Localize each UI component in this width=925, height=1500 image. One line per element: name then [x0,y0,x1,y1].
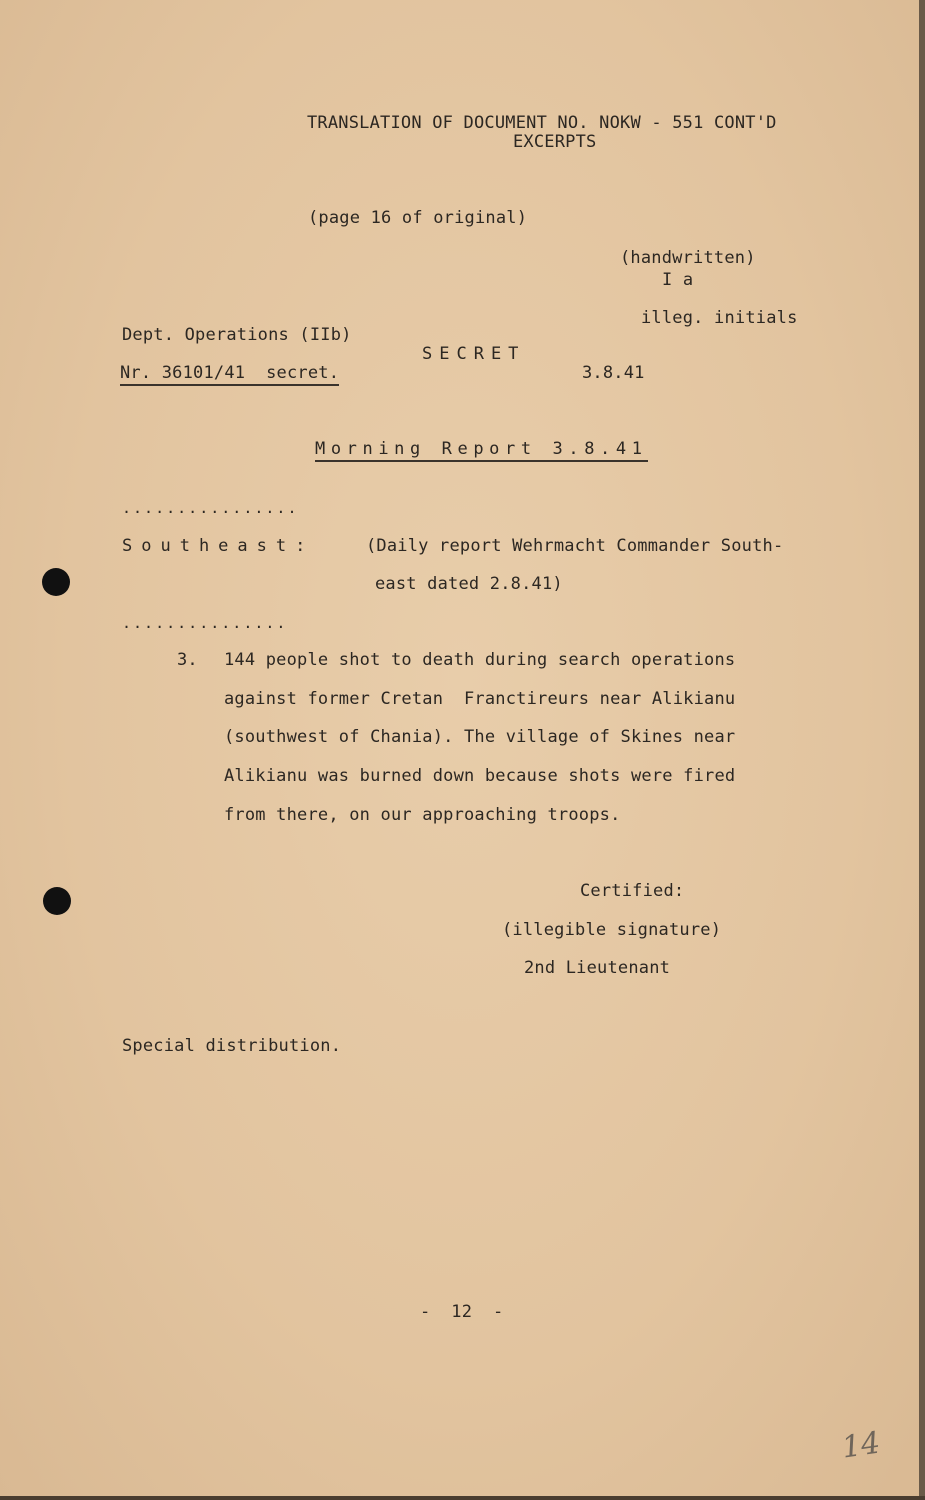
signatory-rank: 2nd Lieutenant [524,958,671,978]
page-reference: (page 16 of original) [308,208,528,228]
handwritten-initials: illeg. initials [641,308,798,328]
header-title: TRANSLATION OF DOCUMENT NO. NOKW - 551 CONT'D [307,113,777,133]
handwritten-mark: I a [662,270,694,290]
signature-note: (illegible signature) [502,920,722,940]
ellipsis-divider-1: ................ [122,499,299,517]
distribution-note: Special distribution. [122,1036,342,1056]
section-label-southeast: Southeast: [122,536,315,556]
certified-label: Certified: [580,881,685,901]
item-text-line: 144 people shot to death during search operations [224,650,736,670]
punch-hole-lower [43,887,71,915]
item-text-line: from there, on our approaching troops. [224,805,621,825]
department: Dept. Operations (IIb) [122,325,352,345]
item-text-line: Alikianu was burned down because shots were fired [224,766,736,786]
item-number: 3. [177,650,198,670]
ellipsis-divider-2: ............... [122,614,288,632]
item-text-line: (southwest of Chania). The village of Skines near [224,727,736,747]
report-title: Morning Report 3.8.41 [315,439,648,462]
handwritten-label: (handwritten) [620,248,756,268]
header-subtitle: EXCERPTS [513,132,597,152]
item-text-line: against former Cretan Franctireurs near Alikianu [224,689,736,709]
pencil-folio-number: 14 [839,1425,883,1466]
punch-hole-upper [42,568,70,596]
document-number: Nr. 36101/41 secret. [120,363,339,386]
section-source-line2: east dated 2.8.41) [375,574,563,594]
section-source-line1: (Daily report Wehrmacht Commander South- [366,536,784,556]
document-date: 3.8.41 [582,363,645,383]
page-edge-right [919,0,925,1500]
page-edge-bottom [0,1496,925,1500]
page-number: - 12 - [420,1302,504,1322]
classification-stamp: SECRET [422,344,526,364]
